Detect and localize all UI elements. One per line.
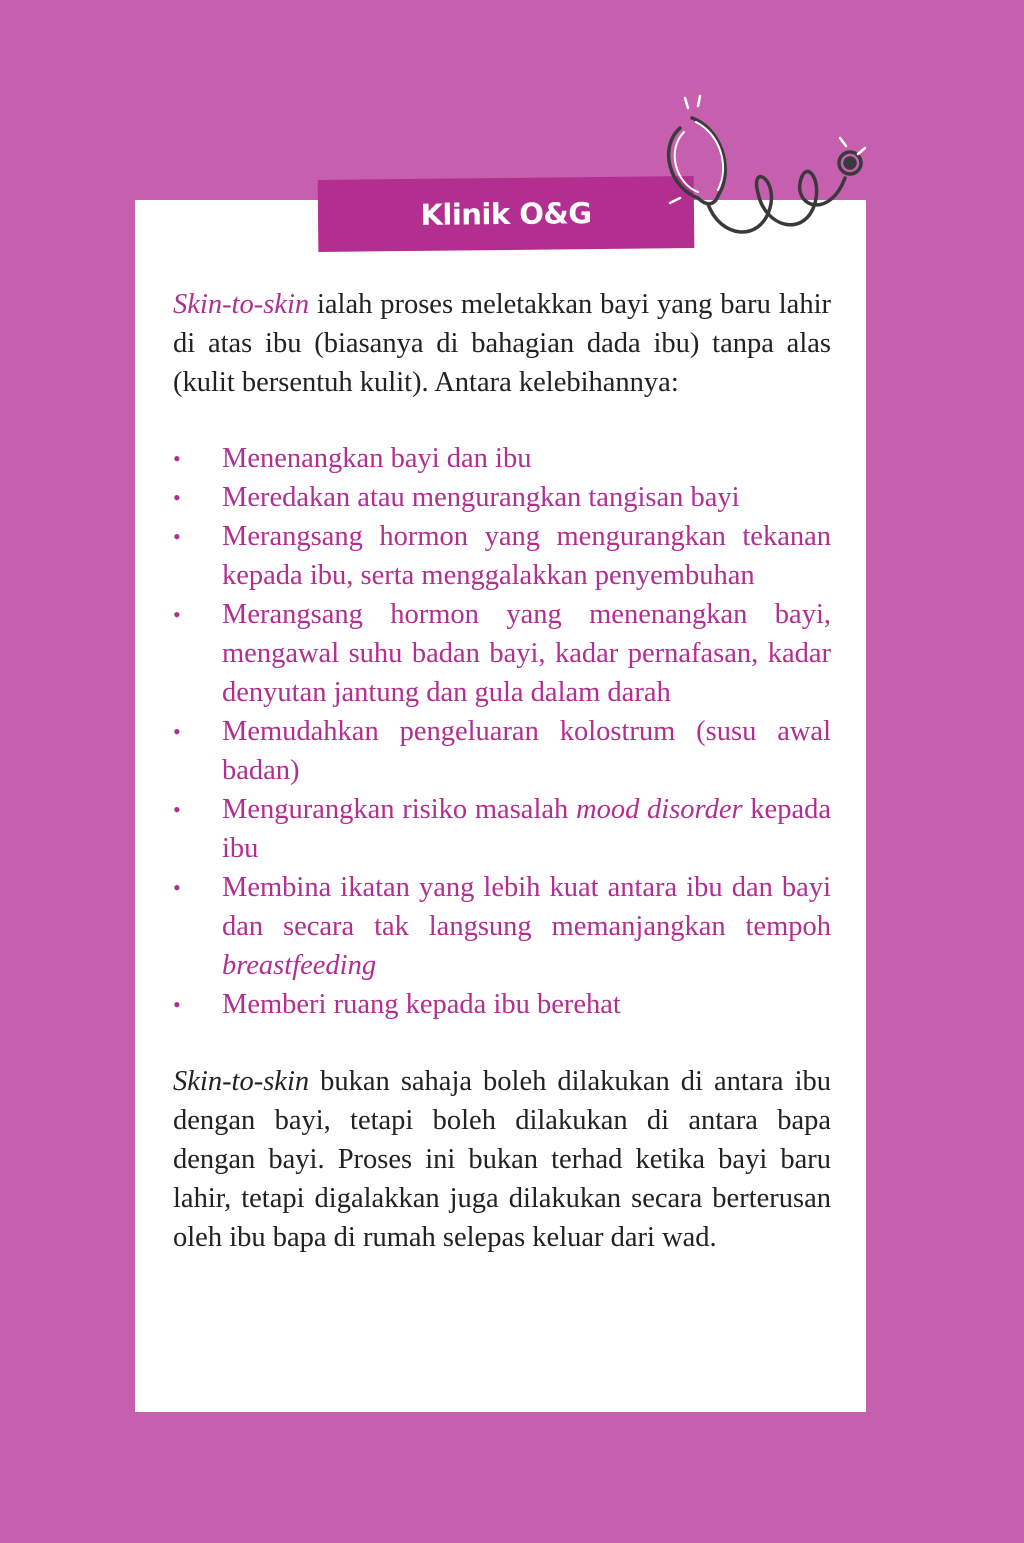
bullet-icon: •: [173, 602, 181, 627]
benefits-list: [173, 439, 831, 1024]
closing-term: Skin-to-skin: [173, 1066, 310, 1097]
list-item: • Memberi ruang kepada ibu berehat: [173, 985, 831, 1024]
bullet-icon: •: [173, 719, 181, 744]
bullet-icon: •: [173, 875, 181, 900]
bullet-icon: •: [173, 485, 181, 510]
list-item: • Menenangkan bayi dan ibu: [173, 439, 831, 478]
stethoscope-icon: [640, 88, 875, 248]
list-item: • Merangsang hormon yang menenangkan bayi, mengawal suhu badan bayi, kadar pernafasan, kadar denyutan jantung dan gula dalam darah: [173, 595, 831, 712]
emphasis-term: mood disorder: [575, 794, 743, 825]
banner-title: Klinik O&G: [420, 196, 592, 232]
list-item: • Meredakan atau mengurangkan tangisan bayi: [173, 478, 831, 517]
bullet-icon: •: [173, 524, 181, 549]
list-item: • Mengurangkan risiko masalah mood disorder kepada ibu: [173, 790, 831, 868]
bullet-icon: •: [173, 992, 181, 1017]
intro-text: ialah proses meletakkan bayi yang baru lahir di atas ibu (biasanya di bahagian dada ibu) tanpa alas (kulit bersentuh kulit). Antara kelebihannya:: [173, 289, 831, 398]
bullet-icon: •: [173, 797, 181, 822]
list-item: • Merangsang hormon yang mengurangkan tekanan kepada ibu, serta menggalakkan penyembuhan: [173, 517, 831, 595]
section-banner: [318, 176, 695, 252]
bullet-icon: •: [173, 446, 181, 471]
closing-text: bukan sahaja boleh dilakukan di antara ibu dengan bayi, tetapi boleh dilakukan di antara bapa dengan bayi. Proses ini bukan terhad ketika bayi baru lahir, tetapi digalakkan juga dilakukan secara berterusan oleh ibu bapa di rumah selepas keluar dari wad.: [173, 1066, 831, 1253]
list-item: • Memudahkan pengeluaran kolostrum (susu awal badan): [173, 712, 831, 790]
closing-paragraph: [173, 1062, 831, 1257]
intro-term: Skin-to-skin: [173, 289, 310, 320]
intro-paragraph: [173, 285, 831, 402]
list-item: • Membina ikatan yang lebih kuat antara ibu dan bayi dan secara tak langsung memanjangkan tempoh breastfeeding: [173, 868, 831, 985]
emphasis-term: breastfeeding: [222, 950, 377, 981]
article-body: [173, 285, 831, 1286]
